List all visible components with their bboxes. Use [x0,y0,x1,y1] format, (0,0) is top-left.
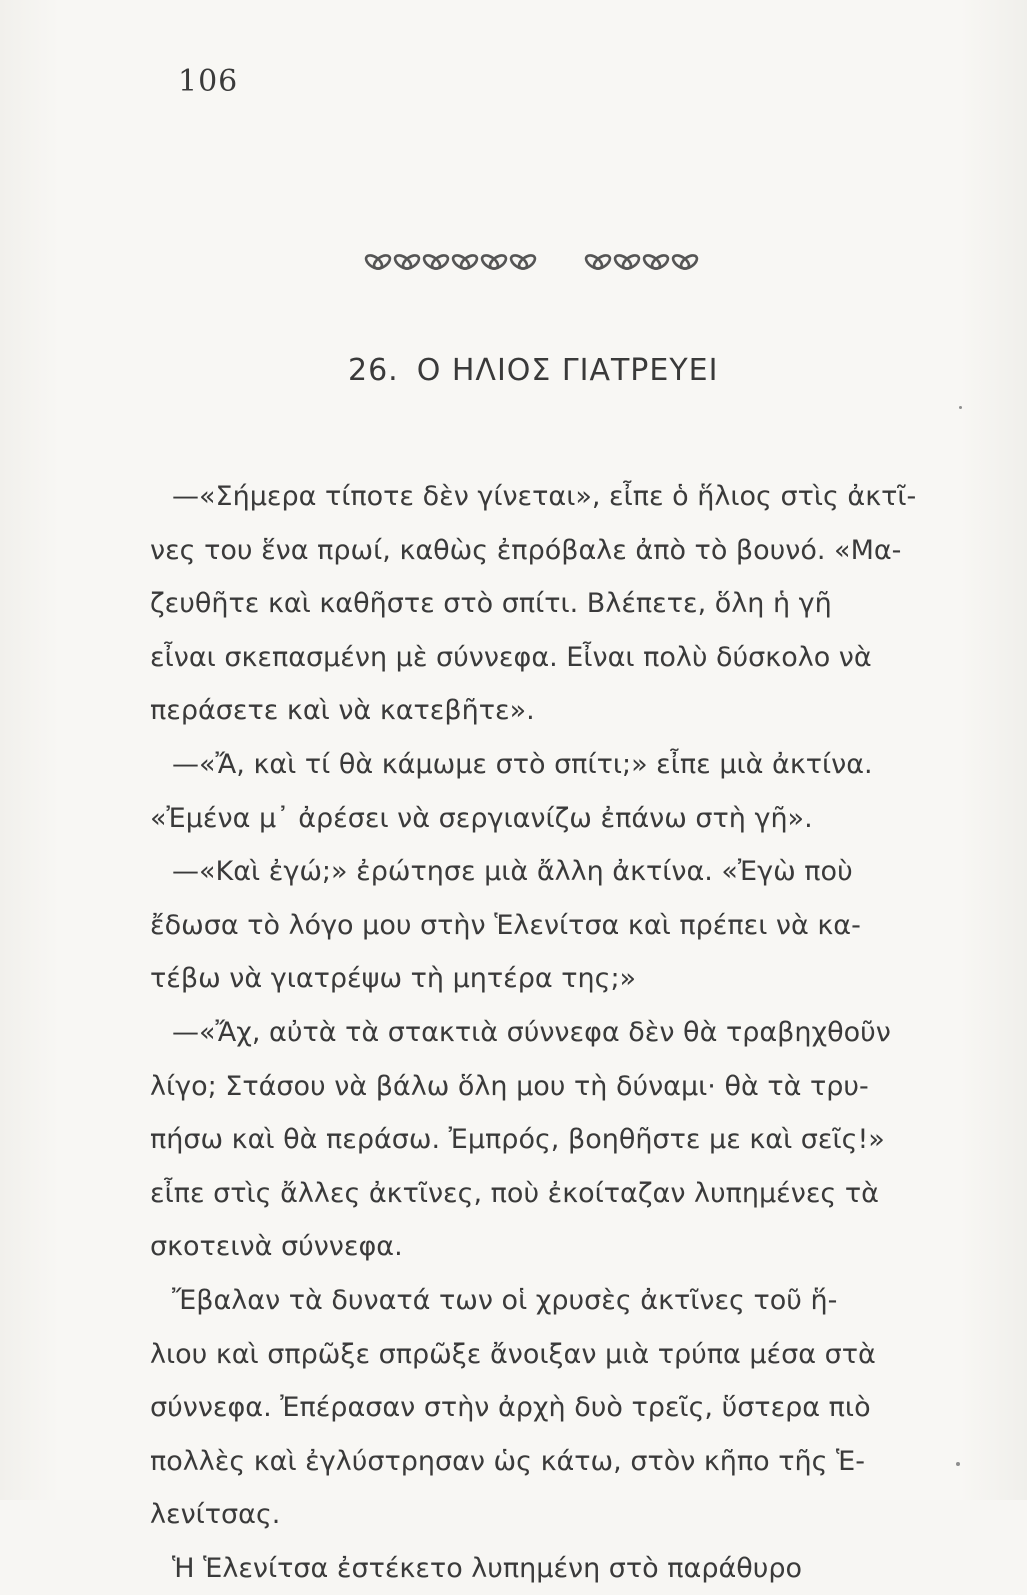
knot-ornament-icon [584,251,706,273]
knot-icon [509,253,537,272]
text-line [150,1274,964,1328]
page-speck [956,1462,960,1466]
text-line [150,845,964,899]
text-line-content: —«Ἄχ, αὐτὰ τὰ στακτιὰ σύννεφα δὲν θὰ τραβηχθοῦν [172,1016,891,1048]
text-line [150,1060,964,1114]
text-line [150,792,964,846]
text-line-content: λιου καὶ σπρῶξε σπρῶξε ἄνοιξαν μιὰ τρύπα μέσα στὰ [150,1338,876,1370]
page-speck [959,406,962,409]
ornament-divider [364,250,734,274]
text-line-content: —«Σήμερα τίποτε δὲν γίνεται», εἶπε ὁ ἥλιος στὶς ἀκτῖ- [172,481,917,512]
text-line [150,1220,964,1274]
text-line [150,524,964,578]
body-text [150,470,964,1595]
text-line-content: περάσετε καὶ νὰ κατεβῆτε». [150,695,535,727]
text-line [150,631,964,685]
knot-icon [480,253,508,272]
knot-icon [671,253,699,272]
text-line-content: —«Καὶ ἐγώ;» ἐρώτησε μιὰ ἄλλη ἀκτίνα. «Ἐγὼ ποὺ [172,856,853,888]
knot-ornament-icon [364,251,542,273]
text-line-content: Ἔβαλαν τὰ δυνατά των οἱ χρυσὲς ἀκτῖνες τοῦ ἥ- [172,1284,838,1316]
text-line [150,952,964,1006]
text-line-content: ἔδωσα τὸ λόγο μου στὴν Ἑλενίτσα καὶ πρέπει νὰ κα- [150,909,861,941]
text-line-content: εἶπε στὶς ἄλλες ἀκτῖνες, ποὺ ἐκοίταζαν λυπημένες τὰ [150,1177,879,1209]
text-line-content: σκοτεινὰ σύννεφα. [150,1231,403,1263]
text-line [150,1328,964,1382]
knot-icon [422,253,450,272]
text-line [150,1006,964,1060]
text-line [150,1381,964,1435]
page-number: 106 [178,64,239,99]
text-line [150,577,964,631]
text-line [150,1167,964,1221]
text-line [150,1542,964,1595]
text-line-content: ζευθῆτε καὶ καθῆστε στὸ σπίτι. Βλέπετε, ὅλη ἡ γῆ [150,588,832,620]
chapter-title-text: Ο ΗΛΙΟΣ ΓΙΑΤΡΕΥΕΙ [416,353,719,388]
text-line [150,1435,964,1489]
knot-icon [393,253,421,272]
text-line-content: «Ἐμένα μ᾿ ἀρέσει νὰ σεργιανίζω ἐπάνω στὴ γῆ». [150,802,813,834]
text-line-content: σύννεφα. Ἐπέρασαν στὴν ἀρχὴ δυὸ τρεῖς, ὕστερα πιὸ [150,1392,871,1424]
text-line [150,1113,964,1167]
chapter-number: 26. [348,353,399,388]
text-line-content: λίγο; Στάσου νὰ βάλω ὅλη μου τὴ δύναμι· θὰ τὰ τρυ- [150,1070,869,1102]
knot-icon [451,253,479,272]
text-line [150,899,964,953]
text-line [150,738,964,792]
text-line [150,1488,964,1542]
knot-icon [642,253,670,272]
text-line-content: —«Ἄ, καὶ τί θὰ κάμωμε στὸ σπίτι;» εἶπε μιὰ ἀκτίνα. [172,748,873,780]
knot-icon [364,253,392,272]
text-line-content: νες του ἕνα πρωί, καθὼς ἐπρόβαλε ἀπὸ τὸ βουνό. «Μα- [150,534,902,566]
text-line-content: λενίτσας. [150,1499,281,1531]
text-line-content: Ἡ Ἑλενίτσα ἐστέκετο λυπημένη στὸ παράθυρο [172,1552,803,1584]
text-line [150,684,964,738]
text-line [150,470,964,524]
knot-icon [584,253,612,272]
chapter-title [348,353,718,388]
text-line-content: πήσω καὶ θὰ περάσω. Ἐμπρός, βοηθῆστε με καὶ σεῖς!» [150,1124,885,1156]
knot-icon [613,253,641,272]
text-line-content: πολλὲς καὶ ἐγλύστρησαν ὡς κάτω, στὸν κῆπο τῆς Ἑ- [150,1445,865,1477]
text-line-content: τέβω νὰ γιατρέψω τὴ μητέρα της;» [150,963,637,995]
text-line-content: εἶναι σκεπασμένη μὲ σύννεφα. Εἶναι πολὺ δύσκολο νὰ [150,641,872,673]
